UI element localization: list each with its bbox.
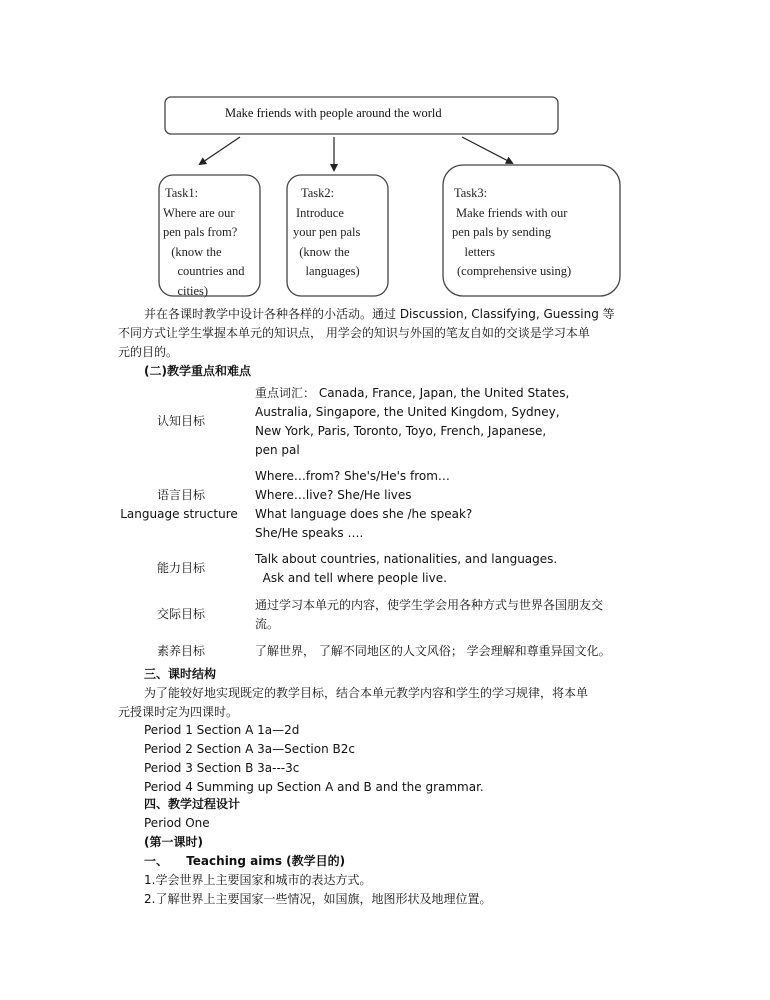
period-item: Period 2 Section A 3a—Section B2c: [144, 742, 355, 756]
aim-item: 1.学会世界上主要国家和城市的表达方式。: [144, 873, 372, 887]
intro-line: 元的目的。: [118, 345, 179, 359]
task1-line: Task1:: [165, 186, 199, 200]
objective-label: 素养目标: [156, 644, 205, 658]
task3-line: (comprehensive using): [457, 264, 572, 278]
objective-content: [255, 550, 655, 588]
task3-line: letters: [452, 244, 496, 259]
task2-text: [293, 184, 393, 282]
section3-line: 为了能较好地实现既定的教学目标，结合本单元教学内容和学生的学习规律，将本单: [144, 686, 589, 700]
task1-line: Where are our: [163, 205, 235, 220]
period-item: Period 4 Summing up Section A and B and the grammar.: [144, 780, 484, 794]
task3-line: Make friends with our: [456, 205, 568, 220]
task1-line: cities): [165, 283, 209, 298]
section2-heading: (二)教学重点和难点: [144, 364, 251, 378]
objective-label: 认知目标: [156, 414, 205, 428]
teaching-aims-heading: [144, 852, 345, 871]
task1-line: pen pals from?: [163, 225, 238, 239]
aims-heading-text: Teaching aims (教学目的): [186, 854, 346, 868]
intro-paragraph: [118, 305, 658, 362]
period-one-label: Period One: [144, 816, 210, 830]
task3-line: Task3:: [454, 186, 488, 200]
task2-line: Introduce: [296, 205, 344, 220]
objective-label: [106, 486, 256, 524]
objective-line: New York, Paris, Toronto, Toyo, French, Japanese,: [255, 424, 547, 438]
task2-line: your pen pals: [293, 225, 361, 239]
objective-line: pen pal: [255, 443, 300, 457]
objective-content: [255, 467, 655, 543]
intro-line: 不同方式让学生掌握本单元的知识点， 用学会的知识与外国的笔友自如的交谈是学习本单: [118, 326, 590, 340]
task2-line: Task2:: [301, 186, 335, 200]
period-item: Period 1 Section A 1a—2d: [144, 723, 300, 737]
task1-line: countries and: [165, 264, 245, 278]
arrow-to-task1: [200, 137, 240, 164]
objective-line: Australia, Singapore, the United Kingdom, Sydney,: [255, 405, 560, 419]
period-item: Period 3 Section B 3a---3c: [144, 761, 300, 775]
period-list: [144, 721, 484, 797]
top-box-label: Make friends with people around the world: [225, 106, 442, 120]
arrow-to-task3: [462, 137, 512, 163]
task1-line: (know the: [165, 244, 222, 259]
objective-content: [255, 384, 655, 460]
objective-line: What language does she /he speak?: [255, 507, 473, 521]
objective-line: Ask and tell where people live.: [255, 571, 447, 585]
objective-line: 了解世界， 了解不同地区的人文风俗； 学会理解和尊重异国文化。: [255, 644, 611, 658]
aim-item: 2.了解世界上主要国家一些情况，如国旗，地图形状及地理位置。: [144, 892, 492, 906]
objective-label: 交际目标: [156, 607, 205, 621]
objective-content: [255, 596, 655, 634]
objective-label-line: 语言目标: [156, 488, 205, 502]
objective-line: 通过学习本单元的内容，使学生学会用各种方式与世界各国朋友交: [255, 598, 604, 612]
section3-line: 元授课时定为四课时。: [118, 705, 239, 719]
first-lesson-label: (第一课时): [144, 835, 203, 849]
task3-text: [452, 184, 622, 282]
intro-line: 并在各课时教学中设计各种各样的小活动。通过 Discussion, Classifying, Guessing 等: [144, 307, 615, 321]
objective-label: 能力目标: [156, 561, 205, 575]
task3-line: pen pals by sending: [452, 225, 551, 239]
task2-line: languages): [293, 264, 360, 278]
aims-heading-number: 一、: [144, 854, 169, 868]
task2-line: (know the: [293, 244, 350, 259]
section4-heading: 四、教学过程设计: [144, 797, 241, 811]
objective-label-line: Language structure: [120, 507, 238, 521]
objective-line: Where…from? She's/He's from…: [255, 469, 450, 483]
section3-heading: 三、课时结构: [144, 667, 217, 681]
objective-line: Talk about countries, nationalities, and languages.: [255, 552, 558, 566]
objective-content: [255, 642, 675, 661]
objective-line: She/He speaks ….: [255, 526, 364, 540]
objective-line: 流。: [255, 617, 280, 631]
objective-line: Where…live? She/He lives: [255, 488, 412, 502]
aims-list: [144, 871, 491, 909]
section3-paragraph: [118, 684, 658, 722]
task1-text: [165, 184, 265, 301]
objective-line: 重点词汇： Canada, France, Japan, the United States,: [255, 386, 570, 400]
